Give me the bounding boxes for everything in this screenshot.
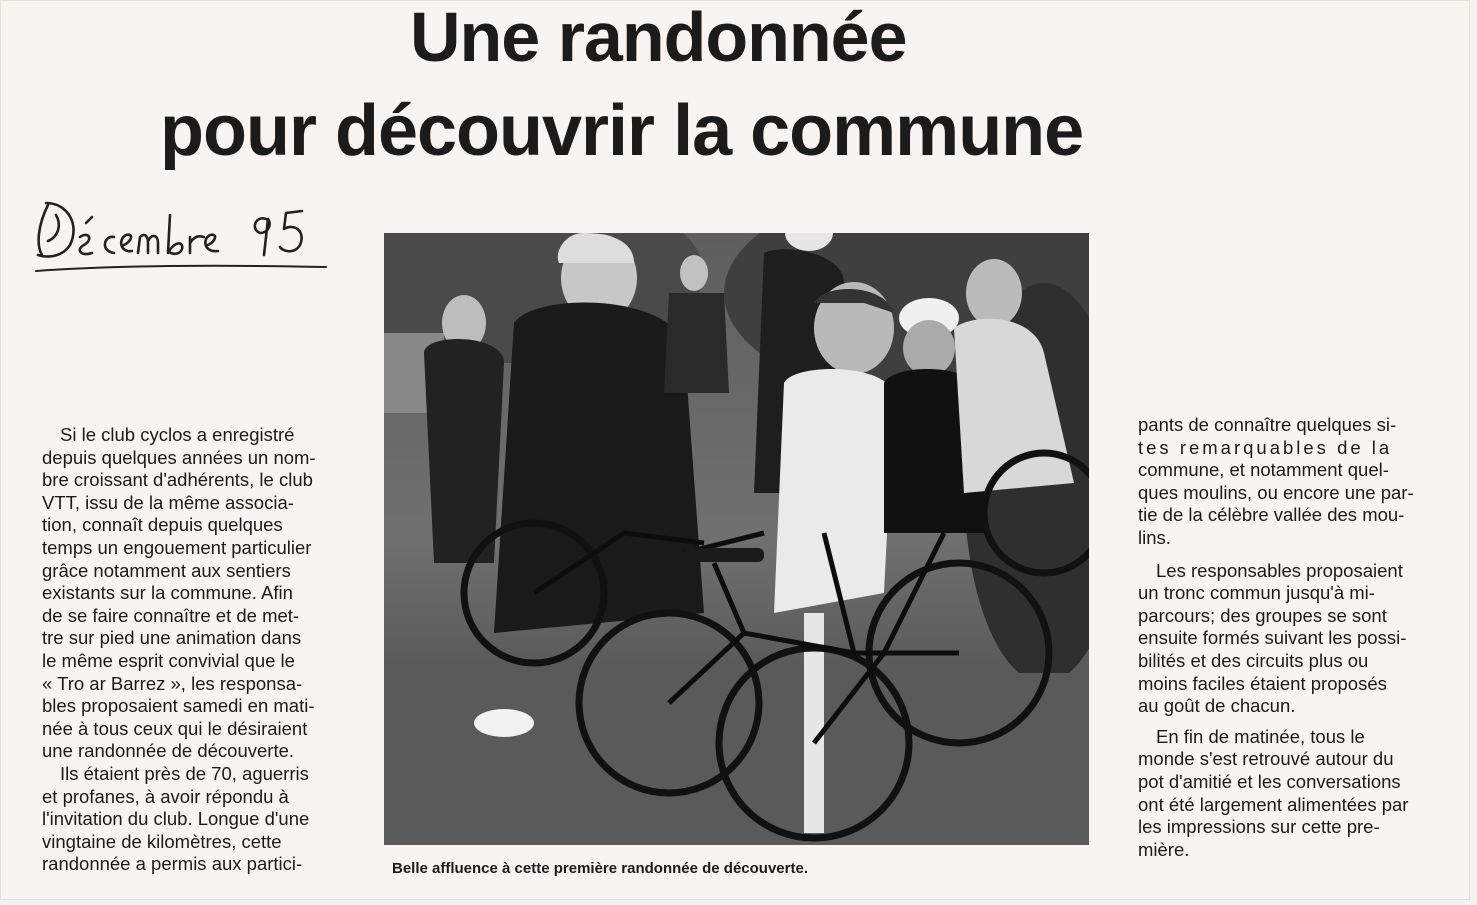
- text-line: existants sur la commune. Afin: [42, 582, 293, 604]
- photo-cyclists: [384, 233, 1089, 845]
- text-line: Les responsables proposaient: [1156, 559, 1403, 581]
- text-line: bles proposaient samedi en mati-: [42, 695, 315, 717]
- text-line: moins faciles étaient proposés: [1138, 672, 1387, 694]
- text-line: et profanes, à avoir répondu à: [42, 785, 289, 807]
- text-line: tre sur pied une animation dans: [42, 627, 302, 649]
- text-line: l'invitation du club. Longue d'une: [42, 808, 310, 830]
- handwritten-date: [28, 175, 338, 285]
- paragraph: [1138, 560, 1464, 718]
- text-line: bre croissant d'adhérents, le club: [42, 469, 313, 491]
- text-line: Si le club cyclos a enregistré: [60, 424, 295, 445]
- text-line: au goût de chacun.: [1138, 695, 1296, 717]
- text-line: tion, connaît depuis quelques: [42, 514, 283, 536]
- text-line: depuis quelques années un nom-: [42, 446, 316, 468]
- text-line: parcours; des groupes se sont: [1138, 604, 1387, 626]
- text-line: grâce notamment aux sentiers: [42, 559, 291, 581]
- text-line: bilités et des circuits plus ou: [1138, 649, 1369, 671]
- text-line: Ils étaient près de 70, aguerris: [60, 762, 309, 784]
- text-line: commune, et notamment quel-: [1138, 459, 1389, 481]
- photo-caption: Belle affluence à cette première randonnée de découverte.: [392, 860, 808, 877]
- left-column: [42, 424, 344, 876]
- text-line: une randonnée de découverte.: [42, 740, 295, 762]
- text-line: lins.: [1138, 526, 1171, 548]
- paragraph: [1138, 726, 1464, 862]
- paragraph: [1138, 414, 1464, 550]
- text-line: monde s'est retrouvé autour du: [1138, 748, 1394, 770]
- text-line: tie de la célèbre vallée des mou-: [1138, 504, 1405, 526]
- text-line: pot d'amitié et les conversations: [1138, 770, 1401, 792]
- text-line: née à tous ceux qui le désiraient: [42, 717, 308, 739]
- headline-line-1: Une randonnée: [410, 0, 907, 76]
- text-line: « Tro ar Barrez », les responsa-: [42, 672, 303, 694]
- text-line: ensuite formés suivant les possi-: [1138, 627, 1407, 649]
- text-line: randonnée a permis aux partici-: [42, 853, 303, 875]
- text-line: En fin de matinée, tous le: [1156, 725, 1365, 747]
- text-line: ques moulins, ou encore une par-: [1138, 481, 1414, 503]
- text-line: VTT, issu de la même associa-: [42, 491, 294, 513]
- text-line: de se faire connaître et de met-: [42, 604, 300, 626]
- text-line: ont été largement alimentées par: [1138, 793, 1409, 815]
- text-line: pants de connaître quelques si-: [1138, 414, 1397, 435]
- headline-line-2: pour découvrir la commune: [160, 91, 1084, 171]
- text-line: un tronc commun jusqu'à mi-: [1138, 582, 1375, 604]
- text-line: vingtaine de kilomètres, cette: [42, 830, 282, 852]
- text-line: le même esprit convivial que le: [42, 649, 295, 671]
- text-line: les impressions sur cette pre-: [1138, 816, 1380, 838]
- text-line: tes remarquables de la: [1138, 436, 1393, 458]
- right-column: [1138, 414, 1464, 861]
- text-line: mière.: [1138, 838, 1190, 860]
- text-line: temps un engouement particulier: [42, 536, 312, 558]
